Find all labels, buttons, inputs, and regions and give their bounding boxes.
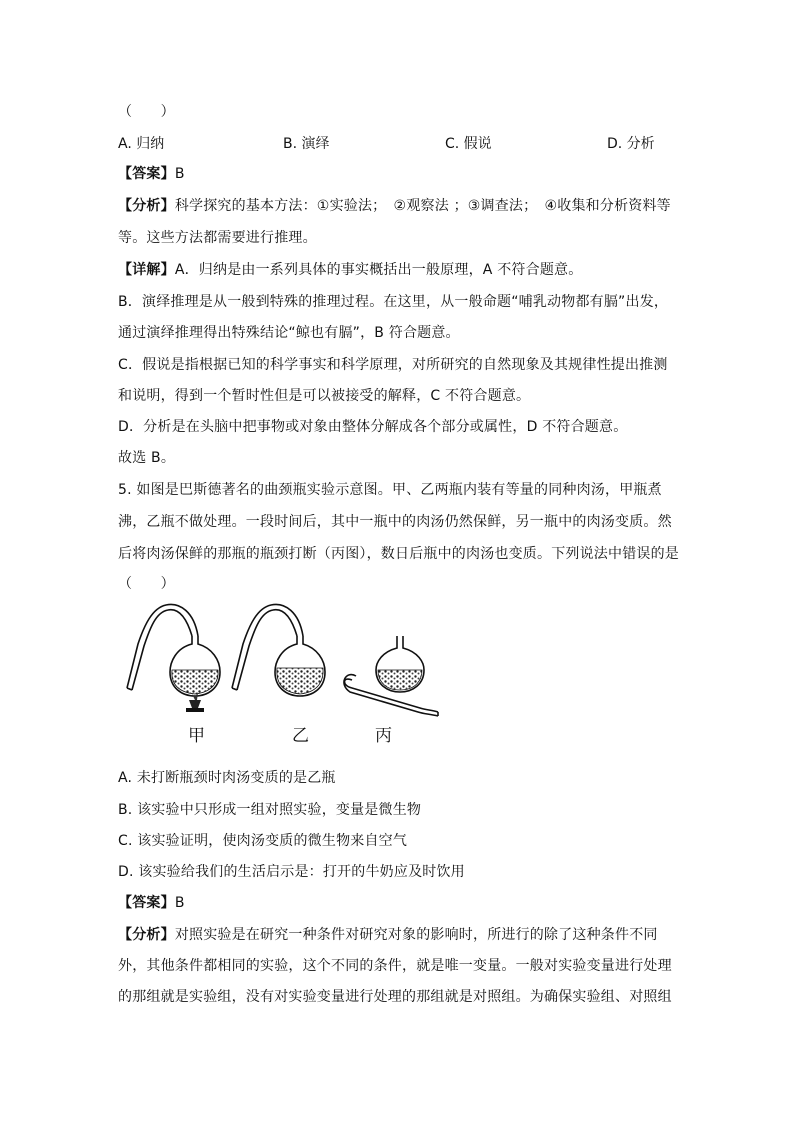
q4-detail-line-5: 和说明，得到一个暂时性但是可以被接受的解释，C 不符合题意。 bbox=[118, 388, 531, 404]
q5-analysis-line-1 bbox=[118, 926, 658, 944]
q5-analysis-line-3: 的那组就是实验组，没有对实验变量进行处理的那组就是对照组。为确保实验组、对照组 bbox=[118, 989, 672, 1005]
flask-bing bbox=[344, 636, 438, 716]
flask-yi bbox=[232, 604, 325, 696]
q4-detail-line-4: C．假说是指根据已知的科学事实和科学原理，对所研究的自然现象及其规律性提出推测 bbox=[118, 357, 668, 373]
q4-answer-tag: 【答案】 bbox=[118, 166, 175, 182]
q4-analysis-line-2: 等。这些方法都需要进行推理。 bbox=[118, 230, 317, 246]
q4-detail-line-6: D．分析是在头脑中把事物或对象由整体分解成各个部分或属性，D 不符合题意。 bbox=[118, 419, 628, 435]
q5-analysis-tag: 【分析】 bbox=[118, 927, 175, 943]
q4-option-a: A. 归纳 bbox=[118, 136, 165, 152]
flask-illustration bbox=[120, 600, 450, 718]
q5-option-c: C. 该实验证明，使肉汤变质的微生物来自空气 bbox=[118, 833, 408, 849]
q4-detail-line-1 bbox=[118, 261, 582, 279]
q5-answer-tag: 【答案】 bbox=[118, 895, 175, 911]
q5-answer: B bbox=[174, 895, 185, 911]
q4-option-b: B. 演绎 bbox=[283, 136, 330, 152]
q4-paren: （ ） bbox=[118, 104, 175, 120]
q5-stem-line-1: 5. 如图是巴斯德著名的曲颈瓶实验示意图。甲、乙两瓶内装有等量的同种肉汤，甲瓶煮 bbox=[118, 482, 662, 498]
q5-option-a: A. 未打断瓶颈时肉汤变质的是乙瓶 bbox=[118, 770, 336, 786]
q5-option-b: B. 该实验中只形成一组对照实验，变量是微生物 bbox=[118, 802, 422, 818]
label-yi: 乙 bbox=[292, 726, 309, 746]
q5-analysis-line-2: 外，其他条件都相同的实验，这个不同的条件，就是唯一变量。一般对实验变量进行处理 bbox=[118, 958, 672, 974]
q4-option-c: C. 假说 bbox=[445, 136, 492, 152]
q4-answer-line bbox=[118, 165, 185, 183]
label-jia: 甲 bbox=[188, 726, 205, 746]
q5-answer-line bbox=[118, 894, 185, 912]
label-bing: 丙 bbox=[375, 726, 392, 746]
q4-detail-line-3: 通过演绎推理得出特殊结论“鲸也有膈”，B 符合题意。 bbox=[118, 325, 460, 341]
q4-conclusion: 故选 B。 bbox=[118, 450, 176, 466]
q5-stem-line-3: 后将肉汤保鲜的那瓶的瓶颈打断（丙图），数日后瓶中的肉汤也变质。下列说法中错误的是 bbox=[118, 546, 679, 562]
q4-analysis-line-1 bbox=[118, 197, 671, 215]
q4-detail-line-2: B．演绎推理是从一般到特殊的推理过程。在这里，从一般命题“哺乳动物都有膈”出发， bbox=[118, 294, 669, 310]
q5-stem-line-2: 沸，乙瓶不做处理。一段时间后，其中一瓶中的肉汤仍然保鲜，另一瓶中的肉汤变质。然 bbox=[118, 514, 672, 530]
q5-stem-line-4: （ ） bbox=[118, 576, 175, 592]
q4-detail-tag: 【详解】 bbox=[118, 262, 175, 278]
q5-analysis-text-1: 对照实验是在研究一种条件对研究对象的影响时，所进行的除了这种条件不同 bbox=[174, 927, 658, 943]
q4-analysis-tag: 【分析】 bbox=[118, 198, 175, 214]
q4-analysis-text-1: 科学探究的基本方法：①实验法； ②观察法 ；③调查法； ④收集和分析资料等 bbox=[174, 198, 671, 214]
q4-answer: B bbox=[174, 166, 185, 182]
q4-detail-text-1: A．归纳是由一系列具体的事实概括出一般原理，A 不符合题意。 bbox=[174, 262, 583, 278]
swan-neck-flask-figure bbox=[120, 600, 450, 750]
flask-jia bbox=[127, 604, 220, 712]
q4-option-d: D. 分析 bbox=[607, 136, 655, 152]
q5-option-d: D. 该实验给我们的生活启示是：打开的牛奶应及时饮用 bbox=[118, 864, 465, 880]
